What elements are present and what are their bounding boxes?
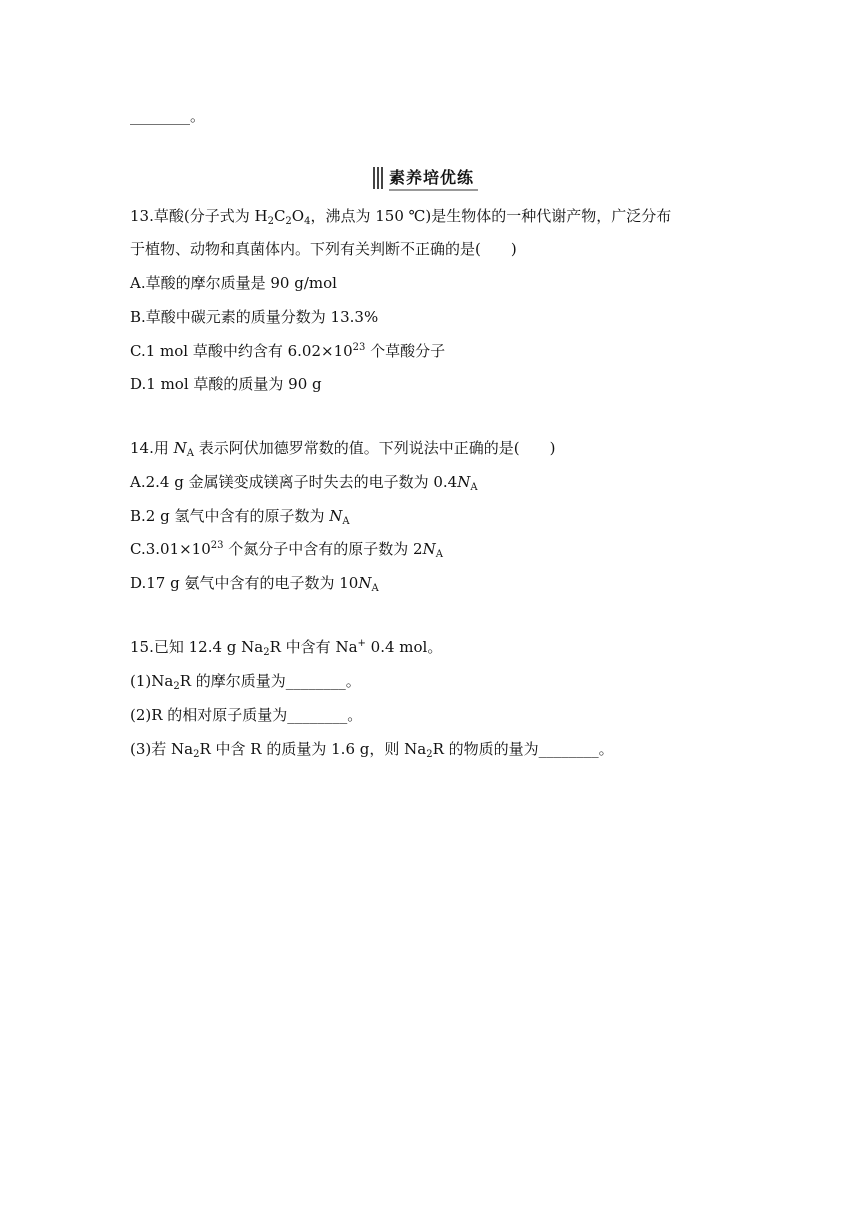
q15-part-1: $(1)Na_2R$ 的摩尔质量为________。 [130,672,361,692]
q13-option-c: C.1 mol 草酸中约含有 $6.02\times 10^{23}$ 个草酸分子 [130,342,446,360]
section-header [373,166,478,190]
q13-option-a: A.草酸的摩尔质量是 90 g/mol [130,274,337,292]
section-bars-icon [373,167,383,189]
q15-part-3: (3)若 $Na_2R$ 中含 R 的质量为 1.6 g，则 $Na_2R$ 的物质的量为________。 [130,740,614,760]
q14-option-d: D.17 g 氨气中含有的电子数为 $10N_A$ [130,574,379,594]
q13-option-d: D.1 mol 草酸的质量为 90 g [130,375,322,393]
q13-stem-line2: 于植物、动物和真菌体内。下列有关判断不正确的是( ) [130,240,517,258]
top-answer-blank: ________。 [130,107,206,125]
q14-stem: 14.用 $N_A$ 表示阿伏加德罗常数的值。下列说法中正确的是( ) [130,439,556,459]
q14-option-c: $C.3.01\times 10^{23}$ 个氮分子中含有的原子数为 $2N_A$ [130,540,443,560]
q13-stem-line1: 13.草酸(分子式为 $H_2C_2O_4$，沸点为 150 ℃)是生物体的一种代谢产物，广泛分布 [130,207,672,227]
q15-stem: 15.已知 12.4 g $Na_2R$ 中含有 Na+ 0.4 mol。 [130,638,443,658]
section-title: 素养培优练 [389,165,478,191]
q14-option-a: A.2.4 g 金属镁变成镁离子时失去的电子数为 $0.4N_A$ [130,473,478,493]
q14-option-b: B.2 g 氢气中含有的原子数为 $N_A$ [130,507,350,527]
q13-option-b: B.草酸中碳元素的质量分数为 13.3% [130,308,379,326]
q15-part-2: (2)R 的相对原子质量为________。 [130,706,363,724]
